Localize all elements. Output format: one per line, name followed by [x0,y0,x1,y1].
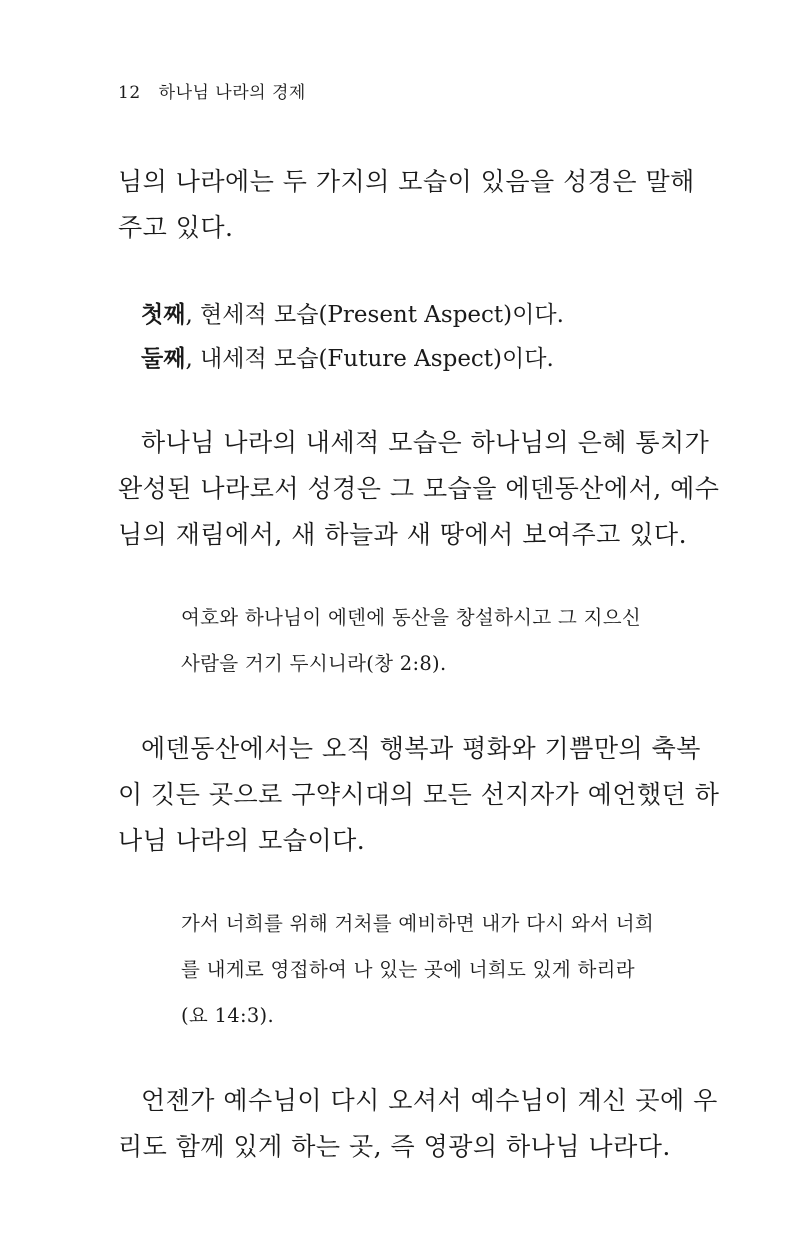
aspect-ordinal: 첫째 [141,301,186,328]
aspect-item-present [141,296,564,334]
aspect-text: , 내세적 모습(Future Aspect)이다. [185,346,554,372]
paragraph-line: 완성된 나라로서 성경은 그 모습을 에덴동산에서, 예수 [118,474,720,503]
quote-line: 여호와 하나님이 에덴에 동산을 창설하시고 그 지으신 [181,606,642,629]
scripture-quote-genesis [181,595,649,687]
page-number: 12 [118,83,141,103]
paragraph-line: 님의 나라에는 두 가지의 모습이 있음을 성경은 말해 [118,167,695,196]
quote-line: 를 내게로 영접하여 나 있는 곳에 너희도 있게 하리라 [181,958,635,981]
aspect-item-future [141,340,554,378]
paragraph-intro [118,159,695,251]
quote-line: 가서 너희를 위해 거처를 예비하면 내가 다시 와서 너희 [181,912,655,935]
paragraph-line: 언젠가 예수님이 다시 오셔서 예수님이 계신 곳에 우 [141,1086,718,1115]
scripture-quote-john [181,901,655,1039]
paragraph-line: 에덴동산에서는 오직 행복과 평화와 기쁨만의 축복 [141,734,701,763]
quote-line: (요 14:3). [181,1004,274,1027]
aspect-text: , 현세적 모습(Present Aspect)이다. [185,302,564,328]
paragraph-line: 이 깃든 곳으로 구약시대의 모든 선지자가 예언했던 하 [118,780,720,809]
paragraph-line: 리도 함께 있게 하는 곳, 즉 영광의 하나님 나라다. [118,1132,671,1161]
paragraph-line: 님의 재림에서, 새 하늘과 새 땅에서 보여주고 있다. [118,520,688,549]
paragraph-eden [118,726,720,864]
paragraph-line: 나님 나라의 모습이다. [118,826,366,855]
running-header [118,78,306,103]
running-title: 하나님 나라의 경제 [158,83,306,103]
quote-line: 사람을 거기 두시니라(창 2:8). [181,652,447,675]
aspect-ordinal: 둘째 [141,345,186,372]
paragraph-line: 주고 있다. [118,213,234,242]
paragraph-future-aspect [118,420,720,558]
paragraph-line: 하나님 나라의 내세적 모습은 하나님의 은혜 통치가 [141,428,710,457]
paragraph-kingdom-glory [118,1078,718,1170]
